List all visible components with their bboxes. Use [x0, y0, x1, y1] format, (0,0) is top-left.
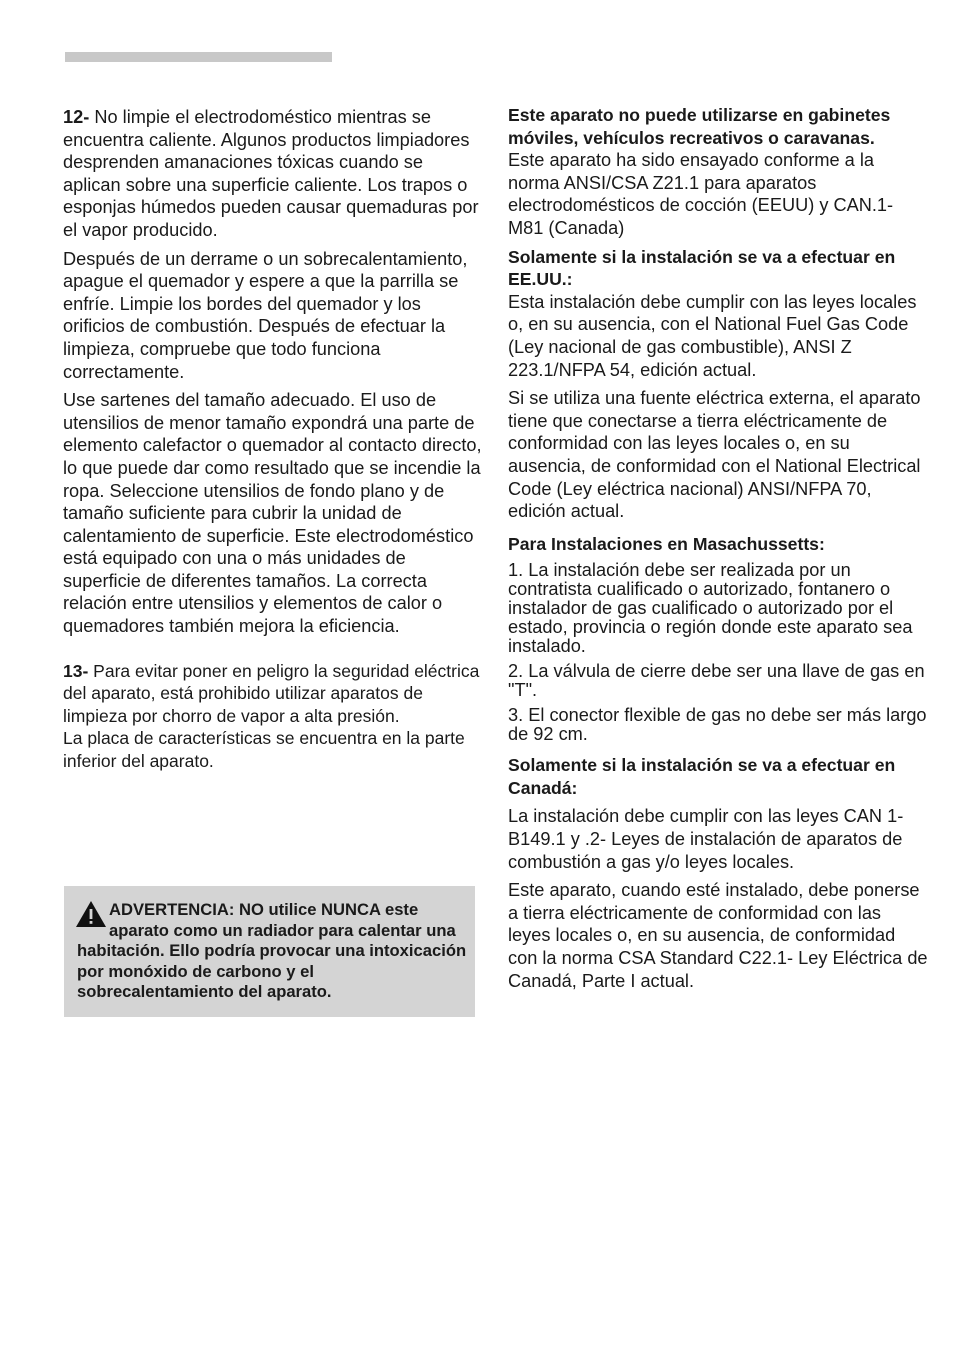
paragraph-us-electric: Si se utiliza una fuente eléctrica externa, el aparato tiene que conectarse a tierra eléctricamente de conformidad con las leyes locales o, en su ausencia, de conformidad con el National Electrical Code (Ley eléctrica nacional) ANSI/NFPA 70, edición actual. [508, 388, 921, 522]
right-column [508, 104, 928, 992]
heading-us: Solamente si la instalación se va a efectuar en EE.UU.: [508, 246, 896, 290]
paragraph-spill: Después de un derrame o un sobrecalentamiento, apague el quemador y espere a que la parrilla se enfríe. Limpie los bordes del quemador y los orificios de combustión. Después de efectuar la limpieza, compruebe que todo funciona correctamente. [63, 248, 468, 382]
header-decor-bar [65, 52, 332, 62]
paragraph-ca-electric: Este aparato, cuando esté instalado, debe ponerse a tierra eléctricamente de conformidad con las leyes locales o, en su ausencia, de conformidad con la norma CSA Standard C22.1- Ley Eléctrica de Canadá, Parte I actual. [508, 880, 928, 991]
list-item-mass-3: 3. El conector flexible de gas no debe ser más largo de 92 cm. [508, 705, 927, 745]
item-number: 13- [63, 660, 89, 681]
item-text: No limpie el electrodoméstico mientras se encuentra caliente. Algunos productos limpiadores desprenden amanaciones tóxicas cuando se aplican sobre una superficie caliente. Los trapos o esponjas húmedos pueden causar quemaduras por el vapor producido. [63, 107, 479, 240]
item-number: 12- [63, 107, 90, 127]
paragraph-us-laws: Esta instalación debe cumplir con las leyes locales o, en su ausencia, con el National Fuel Gas Code (Ley nacional de gas combustible), ANSI Z 223.1/NFPA 54, edición actual. [508, 291, 917, 380]
paragraph-plate: La placa de características se encuentra en la parte inferior del aparato. [63, 728, 465, 772]
heading-massachusetts: Para Instalaciones en Masachussetts: [508, 533, 825, 554]
paragraph-ca-laws: La instalación debe cumplir con las leyes CAN 1-B149.1 y .2- Leyes de instalación de aparatos de combustión a gas y/o leyes locales. [508, 806, 904, 872]
list-item-mass-1: 1. La instalación debe ser realizada por un contratista cualificado o autorizado, fontanero o instalador de gas cualificado o autorizado por el estado, provincia o región donde este aparato sea instalado. [508, 560, 913, 657]
heading-mobile: Este aparato no puede utilizarse en gabinetes móviles, vehículos recreativos o caravanas. [508, 105, 891, 148]
paragraph-pans: Use sartenes del tamaño adecuado. El uso de utensilios de menor tamaño expondrá una parte de elemento calefactor o quemador al contacto directo, lo que puede dar como resultado que se incendie la ropa. Seleccione utensilios de fondo plano y de tamaño suficiente para cubrir la unidad de calentamiento de superficie. Este electrodoméstico está equipado con una o más unidades de superficie de diferentes tamaños. La correcta relación entre utensilios y elementos de calor o quemadores también mejora la eficiencia. [63, 390, 482, 637]
warning-triangle-icon [75, 900, 107, 928]
item-12 [63, 106, 485, 242]
heading-canada: Solamente si la instalación se va a efectuar en Canadá: [508, 755, 896, 798]
list-item-mass-2: 2. La válvula de cierre debe ser una llave de gas en "T". [508, 661, 925, 701]
left-column [63, 106, 485, 773]
warning-text: ADVERTENCIA: NO utilice NUNCA este aparato como un radiador para calentar una habitación. Ello podría provocar una intoxicación por monóxido de carbono y el sobrecalentamiento del aparato. [77, 900, 467, 1001]
item-text: Para evitar poner en peligro la seguridad eléctrica del aparato, está prohibido utilizar aparatos de limpieza por chorro de vapor a alta presión. [63, 660, 480, 726]
item-13 [63, 660, 485, 728]
paragraph-tested: Este aparato ha sido ensayado conforme a la norma ANSI/CSA Z21.1 para aparatos electrodomésticos de cocción (EEUU) y CAN.1-M81 (Canada) [508, 150, 894, 238]
warning-box [64, 886, 475, 1017]
